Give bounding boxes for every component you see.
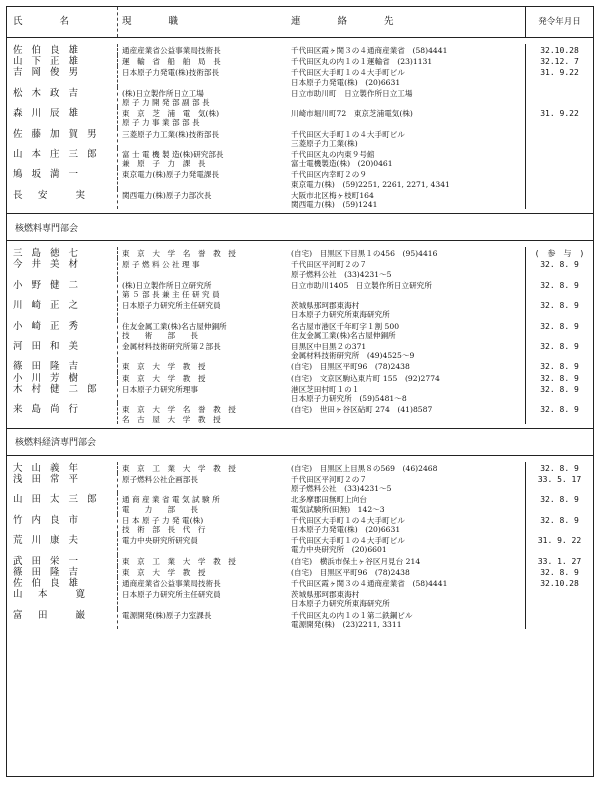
contact-line: 東京電力(株) (59)2251, 2261, 2271, 4341: [291, 179, 450, 189]
member-contact: [287, 320, 525, 340]
member-position: [117, 462, 287, 473]
member-contact: [287, 87, 525, 107]
member-contact: [287, 247, 525, 258]
member-name: 松 木 政 吉: [13, 87, 82, 99]
appointment-date: 32. 8. 9: [525, 493, 593, 513]
table-row: [7, 403, 593, 423]
member-position: [117, 609, 287, 629]
member-contact: [287, 299, 525, 319]
contact-line: 川崎市堀川町72 東京芝浦電気(株): [291, 109, 413, 119]
position-line: 原子燃料公社企画部長: [122, 474, 198, 484]
member-position: [117, 588, 287, 608]
table-row: [7, 55, 593, 66]
member-position: [117, 299, 287, 319]
contact-line: 日本原子力研究所東海研究所: [291, 310, 390, 320]
member-name: 佐 藤 加 賀 男: [13, 128, 100, 140]
table-row: [7, 372, 593, 383]
position-line: 東 京 工 業 大 学 教 授: [122, 463, 236, 473]
member-position: [117, 247, 287, 258]
appointment-date: 32. 8. 9: [525, 320, 593, 340]
member-position: [117, 128, 287, 148]
member-position: [117, 44, 287, 55]
header-name: 氏 名: [13, 16, 76, 27]
section-title: 核燃料経済専門部会: [7, 428, 593, 456]
contact-line: 千代田区霞ヶ関３の４通商産業省 (58)4441: [291, 578, 448, 588]
member-contact: [287, 66, 525, 86]
member-position: [117, 148, 287, 168]
member-name: 篠 田 隆 吉: [13, 566, 82, 577]
table-row: [7, 299, 593, 319]
member-contact: [287, 340, 525, 360]
position-line: 運 輸 省 船 舶 局 長: [122, 57, 221, 67]
member-name: 今 井 美 材: [13, 259, 82, 271]
member-contact: [287, 189, 525, 209]
member-contact: [287, 555, 525, 566]
member-contact: [287, 588, 525, 608]
table-row: [7, 189, 593, 209]
member-position: [117, 360, 287, 371]
contact-line: (自宅) 目黒区下目黒１の456 (95)4416: [291, 249, 438, 259]
contact-line: (自宅) 目黒区上目黒８の569 (46)2468: [291, 463, 438, 473]
header-date: 発令年月日: [525, 7, 593, 37]
appointment-date: 32. 8. 9: [525, 258, 593, 278]
table-row: [7, 258, 593, 278]
member-name: 小 野 健 二: [13, 279, 82, 291]
member-position: [117, 555, 287, 566]
table-header: [7, 7, 593, 38]
table-row: [7, 66, 593, 86]
table-row: [7, 148, 593, 168]
appointment-date: [525, 168, 593, 188]
member-position: [117, 514, 287, 534]
member-position: [117, 383, 287, 403]
appointment-date: 32. 8. 9: [525, 340, 593, 360]
table-row: [7, 555, 593, 566]
contact-line: 千代田区丸の内１の１第二鉄鋼ビル: [291, 610, 413, 620]
position-line: 日本原子力研究所主任研究員: [122, 590, 221, 600]
table-row: [7, 168, 593, 188]
member-position: [117, 473, 287, 493]
contact-line: 大阪市北区梅ヶ枝町164: [291, 190, 374, 200]
position-line: 東京電力(株)原子力発電課長: [122, 170, 220, 180]
member-name: 来 島 尚 行: [13, 404, 82, 416]
table-row: [7, 534, 593, 554]
section-block: [7, 241, 593, 427]
contact-line: 千代田区大手町１の４大手町ビル: [291, 129, 405, 139]
contact-line: 千代田区平河町２の７: [291, 474, 367, 484]
contact-line: 港区芝田村町１の１: [291, 384, 360, 394]
member-name: 竹 内 良 市: [13, 514, 82, 526]
member-contact: [287, 383, 525, 403]
member-position: [117, 107, 287, 127]
member-name: 山 下 正 雄: [13, 56, 82, 67]
position-line: 日 本 原 子 力 発 電(株): [122, 515, 204, 525]
member-position: [117, 168, 287, 188]
contact-line: 原子燃料公社 (33)4231～5: [291, 484, 392, 494]
appointment-date: 32. 8. 9: [525, 299, 593, 319]
contact-line: 茨城県那珂郡東海村: [291, 590, 360, 600]
member-name: 大 山 義 年: [13, 462, 82, 473]
member-name: 山 田 太 三 郎: [13, 494, 100, 506]
member-position: [117, 534, 287, 554]
member-position: [117, 320, 287, 340]
appointment-date: 32. 8. 9: [525, 566, 593, 577]
position-line: (株)日立製作所日立工場: [122, 88, 204, 98]
position-line: 日本原子力研究所主任研究員: [122, 301, 221, 311]
position-line: 電 力 部 長: [122, 504, 198, 514]
contact-line: (自宅) 世田ヶ谷区砧町 274 (41)8587: [291, 405, 433, 415]
member-contact: [287, 258, 525, 278]
table-row: [7, 609, 593, 629]
contact-line: 住友金属工業(株)名古屋伸銅所: [291, 330, 396, 340]
position-line: 第 ５ 部 長 兼 主 任 研 究 員: [122, 290, 220, 300]
appointment-date: [525, 609, 593, 629]
contact-line: (自宅) 目黒区平町96 (78)2438: [291, 567, 410, 577]
member-name: 川 崎 正 之: [13, 300, 82, 312]
appointment-date: 33. 1. 27: [525, 555, 593, 566]
member-name: 富 田 巌: [13, 609, 89, 621]
contact-line: 日立市助川町 日立製作所日立工場: [291, 88, 413, 98]
contact-line: 富士電機製造(株) (20)0461: [291, 159, 393, 169]
position-line: 兼 原 子 力 課 長: [122, 159, 206, 169]
contact-line: 千代田区大手町１の４大手町ビル: [291, 515, 405, 525]
member-position: [117, 372, 287, 383]
member-name: 鳩 坂 満 一: [13, 169, 82, 181]
member-contact: [287, 107, 525, 127]
contact-line: 千代田区霞ヶ関３の４通商産業省 (58)4441: [291, 46, 448, 55]
contact-line: 三菱原子力工業(株): [291, 138, 358, 148]
contact-line: 電力中央研究所 (20)6601: [291, 545, 387, 555]
appointment-date: 31. 9.22: [525, 66, 593, 86]
contact-line: (自宅) 文京区駒込東片町 155 (92)2774: [291, 373, 440, 383]
position-line: 関西電力(株)原子力部次長: [122, 190, 212, 200]
position-line: 東 京 大 学 名 誉 教 授: [122, 405, 236, 415]
document-page: [6, 6, 594, 777]
member-name: 山 本 庄 三 郎: [13, 149, 100, 161]
appointment-date: 32. 8. 9: [525, 383, 593, 403]
member-contact: [287, 44, 525, 55]
member-contact: [287, 462, 525, 473]
member-contact: [287, 534, 525, 554]
position-line: 技 術 部 長: [122, 330, 198, 340]
contact-line: (自宅) 目黒区平町96 (78)2438: [291, 362, 410, 372]
contact-line: (自宅) 横浜市保土ヶ谷区月見台 214: [291, 556, 421, 566]
position-line: 通 商 産 業 省 電 気 試 験 所: [122, 495, 220, 505]
contact-line: 日本原子力発電(株) (20)6631: [291, 77, 401, 87]
table-row: [7, 128, 593, 148]
appointment-date: 33. 5. 17: [525, 473, 593, 493]
position-line: 技 術 部 長 代 行: [122, 524, 206, 534]
position-line: 東 京 工 業 大 学 教 授: [122, 556, 236, 566]
table-row: [7, 566, 593, 577]
position-line: 通産産業省公益事業局技術長: [122, 46, 221, 55]
member-position: [117, 566, 287, 577]
appointment-date: 32. 8. 9: [525, 462, 593, 473]
member-contact: [287, 360, 525, 371]
member-name: 荒 川 康 夫: [13, 535, 82, 547]
member-name: 佐 伯 良 雄: [13, 577, 82, 589]
appointment-date: 32. 8. 9: [525, 514, 593, 534]
contact-line: 関西電力(株) (59)1241: [291, 200, 378, 210]
position-line: 日本原子力発電(株)技術部長: [122, 68, 220, 78]
member-contact: [287, 403, 525, 423]
table-row: [7, 320, 593, 340]
member-position: [117, 577, 287, 588]
contact-line: 日立市助川1405 日立製作所日立研究所: [291, 280, 432, 290]
member-position: [117, 493, 287, 513]
appointment-date: [525, 588, 593, 608]
member-name: 吉 岡 俊 男: [13, 67, 82, 79]
position-line: 三菱原子力工業(株)技術部長: [122, 129, 220, 139]
member-name: 木 村 健 二 郎: [13, 383, 100, 395]
member-position: [117, 258, 287, 278]
member-contact: [287, 128, 525, 148]
member-name: 森 川 辰 雄: [13, 108, 82, 120]
contact-line: 電気試験所(田無) 142～3: [291, 504, 385, 514]
contact-line: 千代田区丸の内１の１運輸省 (23)1131: [291, 57, 433, 67]
table-row: [7, 473, 593, 493]
appointment-date: 31. 9. 22: [525, 534, 593, 554]
contact-line: 千代田区丸の内東９号館: [291, 150, 375, 160]
appointment-date: 32. 8. 9: [525, 403, 593, 423]
position-line: 原 子 力 開 発 部 副 部 長: [122, 98, 210, 108]
contact-line: 金属材料技術研究所 (49)4525～9: [291, 351, 415, 361]
position-line: 東 京 大 学 教 授: [122, 567, 206, 577]
contact-line: 日本原子力研究所東海研究所: [291, 599, 390, 609]
appointment-date: 32.12. 7: [525, 55, 593, 66]
member-contact: [287, 55, 525, 66]
contact-line: 原子燃料公社 (33)4231～5: [291, 269, 392, 279]
appointment-date: [525, 189, 593, 209]
member-contact: [287, 148, 525, 168]
member-name: 佐 伯 良 雄: [13, 45, 82, 56]
position-line: 電力中央研究所研究員: [122, 536, 198, 546]
position-line: 名 古 屋 大 学 教 授: [122, 414, 221, 424]
member-contact: [287, 473, 525, 493]
table-row: [7, 514, 593, 534]
member-contact: [287, 566, 525, 577]
member-contact: [287, 168, 525, 188]
member-name: 山 本 寛: [13, 589, 89, 601]
header-contact: 連 絡 先: [291, 16, 400, 27]
appointment-date: [525, 87, 593, 107]
position-line: 住友金属工業(株)名古屋伸銅所: [122, 321, 227, 331]
appointment-date: [525, 148, 593, 168]
appointment-date: 31. 9.22: [525, 107, 593, 127]
table-row: [7, 493, 593, 513]
section-block: [7, 38, 593, 213]
appointment-date: 32.10.28: [525, 577, 593, 588]
appointment-date: 32.10.28: [525, 44, 593, 55]
contact-line: 千代田区大手町１の４大手町ビル: [291, 68, 405, 78]
table-row: [7, 577, 593, 588]
member-position: [117, 189, 287, 209]
member-contact: [287, 279, 525, 299]
member-position: [117, 340, 287, 360]
contact-line: 北多摩郡田無町上向台: [291, 495, 367, 505]
table-row: [7, 462, 593, 473]
member-contact: [287, 514, 525, 534]
contact-line: 日本原子力研究所 (59)5481～8: [291, 394, 407, 404]
appointment-date: 32. 8. 9: [525, 279, 593, 299]
appointment-date: [525, 128, 593, 148]
contact-line: 茨城県那珂郡東海村: [291, 301, 360, 311]
appointment-date: 32. 8. 9: [525, 372, 593, 383]
table-row: [7, 44, 593, 55]
member-name: 長 安 実: [13, 189, 89, 201]
member-position: [117, 55, 287, 66]
member-contact: [287, 577, 525, 588]
table-row: [7, 340, 593, 360]
section-title: 核燃料専門部会: [7, 213, 593, 241]
member-position: [117, 66, 287, 86]
member-name: 小 崎 正 秀: [13, 320, 82, 332]
contact-line: 千代田区大手町１の４大手町ビル: [291, 536, 405, 546]
table-row: [7, 247, 593, 258]
member-contact: [287, 609, 525, 629]
table-body: [7, 38, 593, 633]
table-row: [7, 588, 593, 608]
table-row: [7, 383, 593, 403]
contact-line: 目黒区中目黒２の371: [291, 342, 367, 352]
appointment-date: 32. 8. 9: [525, 360, 593, 371]
position-line: 金属材料技術研究所第２部長: [122, 342, 221, 352]
position-line: 通商産業省公益事業局技術長: [122, 578, 221, 588]
member-contact: [287, 493, 525, 513]
member-name: 篠 田 隆 吉: [13, 361, 82, 372]
contact-line: 千代田区内幸町２の９: [291, 170, 367, 180]
table-row: [7, 279, 593, 299]
table-row: [7, 360, 593, 371]
position-line: 富 士 電 機 製 造(株)研究部長: [122, 150, 224, 160]
contact-line: 日本原子力発電(株) (20)6631: [291, 524, 401, 534]
member-name: 三 島 徳 七: [13, 248, 82, 259]
position-line: 日本原子力研究所理事: [122, 384, 198, 394]
contact-line: 電源開発(株) (23)2211, 3311: [291, 619, 402, 629]
position-line: 電源開発(株)原子力室課長: [122, 610, 212, 620]
table-row: [7, 107, 593, 127]
member-position: [117, 87, 287, 107]
table-row: [7, 87, 593, 107]
position-line: 東 京 芝 浦 電 気(株): [122, 109, 220, 119]
member-name: 小 川 芳 樹: [13, 372, 82, 383]
position-line: (株)日立製作所日立研究所: [122, 280, 212, 290]
member-position: [117, 403, 287, 423]
contact-line: 名古屋市港区千年町字１割 500: [291, 321, 400, 331]
position-line: 東 京 大 学 名 誉 教 授: [122, 249, 236, 259]
position-line: 原 子 力 事 業 部 部 長: [122, 118, 200, 128]
member-position: [117, 279, 287, 299]
member-name: 浅 田 常 平: [13, 473, 82, 485]
appointment-date: ( 参 与 ): [525, 247, 593, 258]
member-name: 河 田 和 美: [13, 341, 82, 353]
position-line: 東 京 大 学 教 授: [122, 373, 206, 383]
contact-line: 千代田区平河町２の７: [291, 260, 367, 270]
position-line: 東 京 大 学 教 授: [122, 362, 206, 372]
member-name: 武 田 栄 一: [13, 555, 82, 566]
member-contact: [287, 372, 525, 383]
header-position: 現 職: [117, 7, 287, 37]
position-line: 原 子 燃 料 公 社 理 事: [122, 260, 200, 270]
section-block: [7, 456, 593, 633]
